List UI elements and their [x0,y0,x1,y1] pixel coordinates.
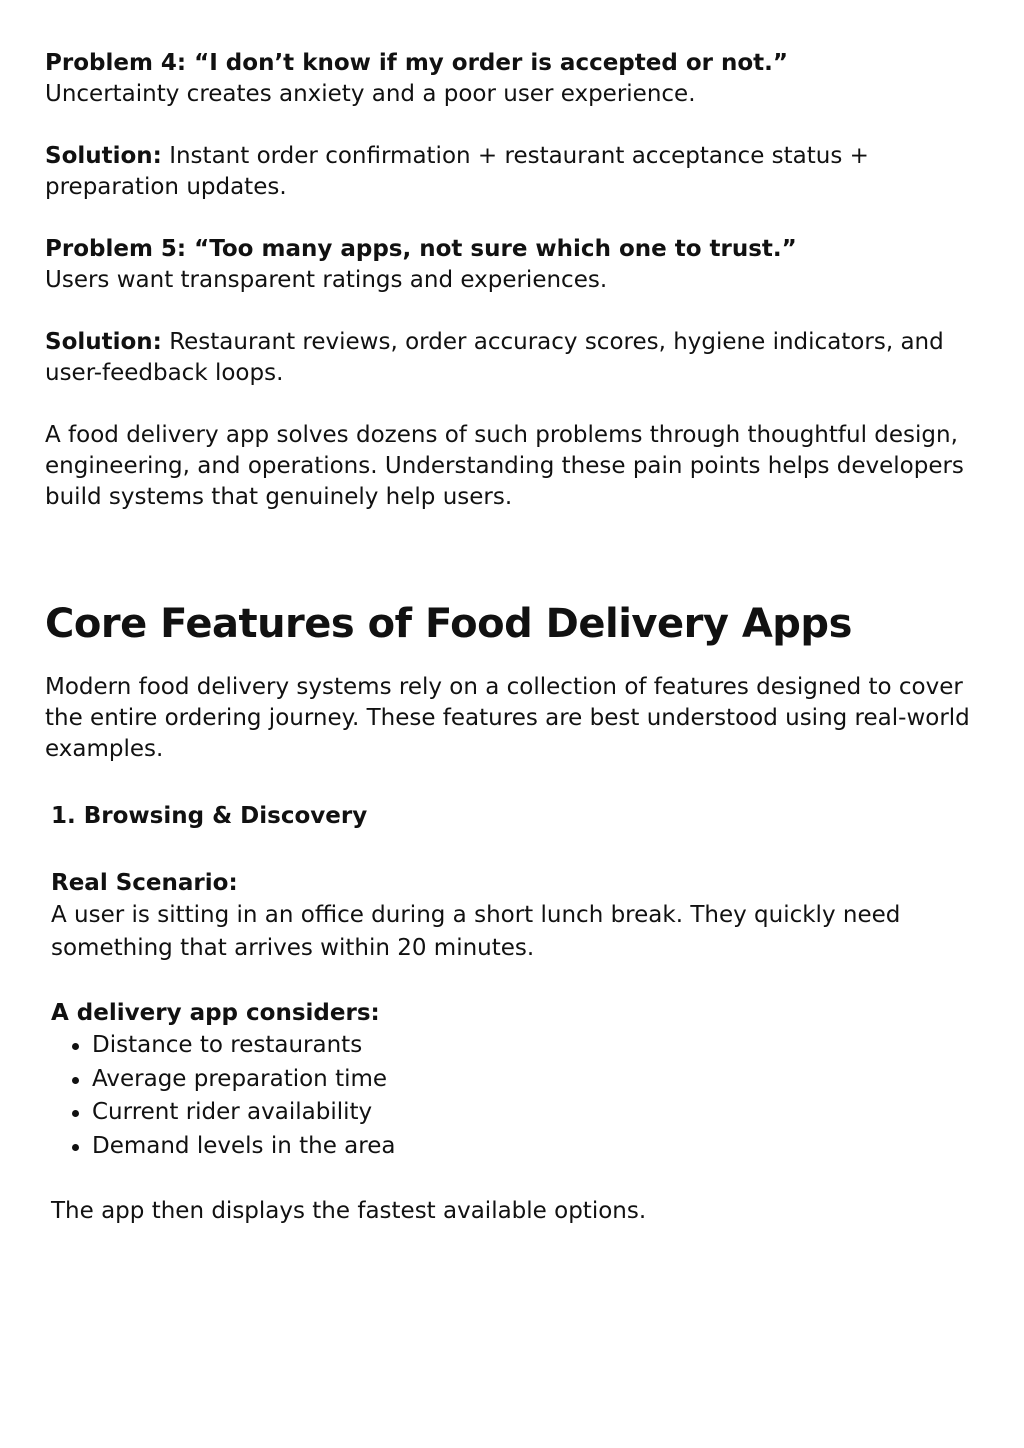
considers-list [45,1029,975,1163]
problem-5-title: Problem 5: “Too many apps, not sure which one to trust.” [45,236,797,262]
feature-1-heading: 1. Browsing & Discovery [51,803,368,829]
summary-paragraph: A food delivery app solves dozens of such problems through thoughtful design, engineering, and operations. Understanding these pain points helps developers build systems that genuinely help users. [45,422,964,510]
section-intro: Modern food delivery systems rely on a collection of features designed to cover the entire ordering journey. These features are best understood using real-world examples. [45,674,970,762]
list-item: Current rider availability [72,1096,975,1130]
problem-4-text: Uncertainty creates anxiety and a poor user experience. [45,81,696,107]
solution-4-text: Instant order confirmation + restaurant acceptance status + preparation updates. [45,143,869,200]
problem-5-text: Users want transparent ratings and experiences. [45,267,608,293]
conclusion-text: The app then displays the fastest available options. [51,1198,647,1224]
list-item: Average preparation time [72,1063,975,1097]
list-item: Distance to restaurants [72,1029,975,1063]
solution-4-label: Solution: [45,143,162,169]
section-heading: Core Features of Food Delivery Apps [45,601,852,647]
solution-5-label: Solution: [45,329,162,355]
scenario-text: A user is sitting in an office during a short lunch break. They quickly need something that arrives within 20 minutes. [51,902,901,961]
document-page [45,48,975,1227]
list-item: Demand levels in the area [72,1130,975,1164]
considers-label: A delivery app considers: [51,1000,380,1026]
problem-4-title: Problem 4: “I don’t know if my order is accepted or not.” [45,50,789,76]
solution-5 [45,327,975,389]
solution-4 [45,141,975,203]
solution-5-text: Restaurant reviews, order accuracy scores, hygiene indicators, and user-feedback loops. [45,329,944,386]
scenario-label: Real Scenario: [51,870,238,896]
